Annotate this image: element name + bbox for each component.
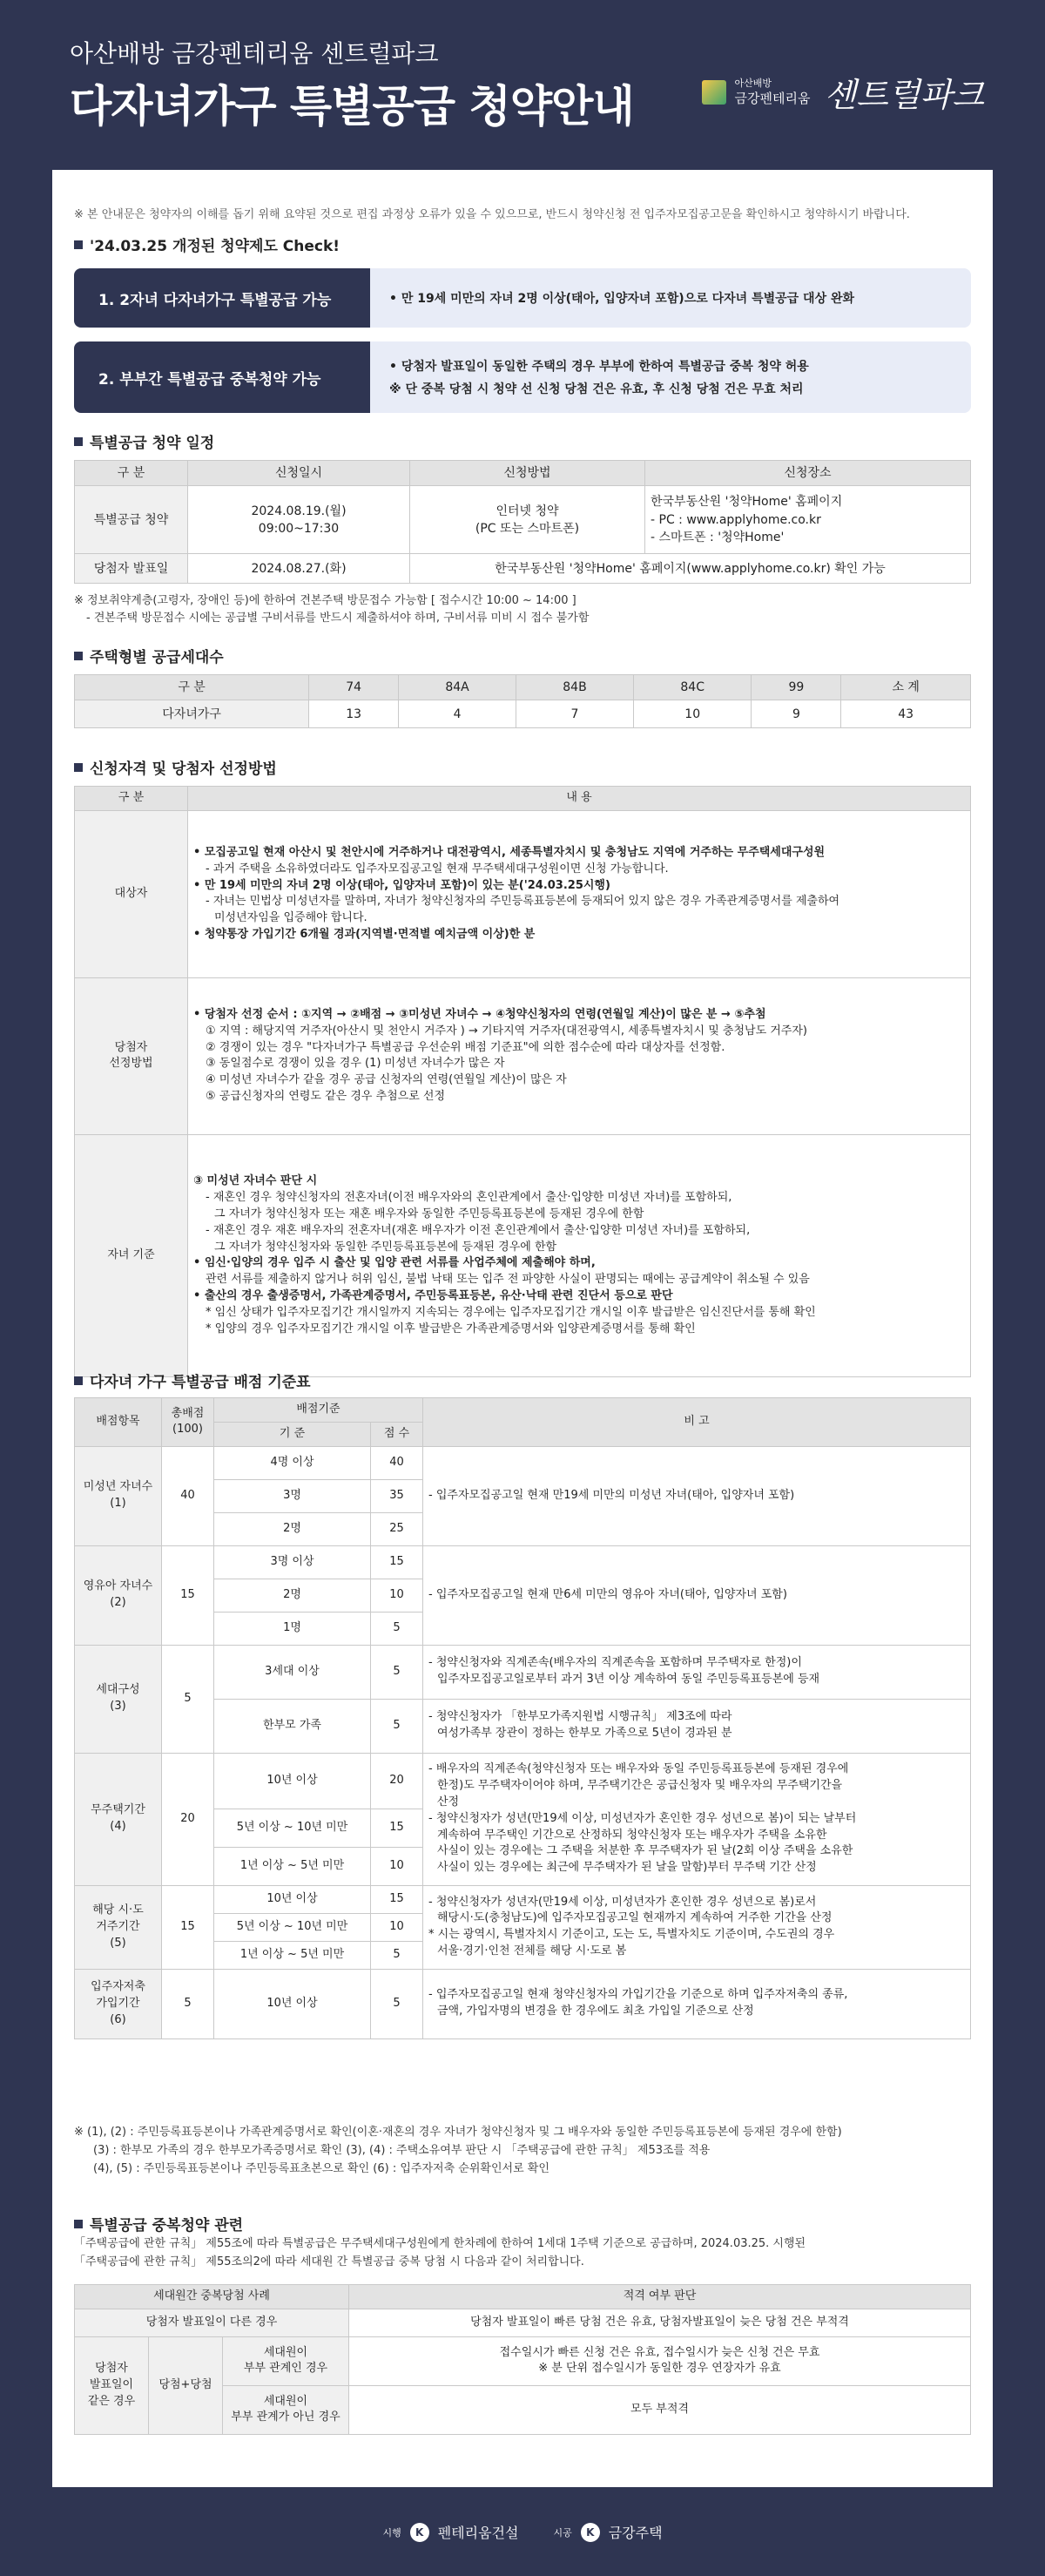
section-change: '24.03.25 개정된 청약제도 Check! [74, 233, 340, 255]
check-line: • 당첨자 발표일이 동일한 주택의 경우 부부에 한하여 특별공급 중복 청약 허용 [389, 360, 809, 374]
score-item: 영유아 자녀수 (2) [75, 1545, 162, 1645]
announce-date: 2024.08.27.(화) [188, 554, 410, 584]
brand-logo [702, 68, 985, 116]
section-marker-icon [74, 1376, 83, 1385]
schedule-table [74, 460, 971, 584]
score-item: 입주자저축 가입기간 (6) [75, 1969, 162, 2038]
score-item: 미성년 자녀수 (1) [75, 1446, 162, 1545]
score-table: 배점항목 총배점 (100) 배점기준 비 고 기 준 점 수 미성년 자녀수 (1) 40 4명 이상 40 - 입주자모집공고일 현재 만19세 미만의 미성년 자녀(태아, 입양자녀 포함) 3명 35 2명 25 영유아 자녀수 (2) 15 3명 이상 15 - 입주자모집공고일 현재 만6세 미만의 영유아 자녀(태아, 입양자녀 포함) 2명 10 1명 5 세대구성 (3) 5 3세대 이상 5 - 청약신청자와 직계존속(배우자의 직계존속을 포함하며 무주택자로 한정)이 입주자모집공고일로부터 과거 3년 이상 계속하여 동일 주민등록표등본에 등재 한부모 가족 5 - 청약신청자가 「한부모가족지원법 시행규칙」 제3조에 따라 여성가족부 장관이 정하는 한부모 가족으로 5년이 경과된 분 무주택기간 (4) 20 10년 이상 20 - 배우자의 직계존속(청약신청자 또는 배우자와 동일 주민등록표등본에 등재된 경우에 한정)도 무주택자이어야 하며, 무주택기간은 공급신청자 및 배우자의 무주택기간을 산정 - 청약신청자가 성년(만19세 이상, 미성년자가 혼인한 경우 성년으로 봄)이 되는 날부터 계속하여 무주택인 기간으로 산정하되 청약신청자 또는 배우자가 주택을 소유한 사실이 있는 경우에는 그 주택을 처분한 후 무주택자가 된 날(2회 이상 주택을 소유한 사실이 있는 경우에는 최근에 무주택자가 된 날을 말함)부터 무주택 기간 산정 5년 이상 ~ 10년 미만 15 1년 이상 ~ 5년 미만 10 해당 시·도 거주기간 (5) 15 10년 이상 15 - 청약신청자가 성년자(만19세 이상, 미성년자가 혼인한 경우 성년으로 봄)로서 해당시·도(충청남도)에 입주자모집공고일 현재까지 계속하여 거주한 기간을 산정 * 시는 광역시, 특별자치시 기준이고, 도는 도, 특별자치도 기준이며, 수도권의 경우 서울·경기·인천 전체를 해당 시·도로 봄 5년 이상 ~ 10년 미만 10 1년 이상 ~ 5년 미만 5 입주자저축 가입기간 (6) 5 10년 이상 5 - 입주자모집공고일 현재 청약신청자의 가입기간을 기준으로 하며 입주자저축의 종류, 금액, 가입자명의 변경을 한 경우에도 최초 가입일 기준으로 산정 [74, 1397, 971, 2039]
developer-name: 펜테리움건설 [437, 2525, 519, 2541]
score-notes: ※ (1), (2) : 주민등록표등본이나 가족관계증명서로 확인(이혼·재혼의 경우 자녀가 청약신청자 및 그 배우자와 동일한 주민등록표등본에 등재된 경우에 한함) (3) : 한부모 가족의 경우 한부모가족증명서로 확인 (3), (4) : 주택소유여부 판단 시 「주택공급에 관한 규칙」 제53조를 적용 (4), (5) : 주민등록표등본이나 주민등록표초본으로 확인 (6) : 입주자저축 순위확인서로 확인 [74, 2126, 842, 2175]
th: 구 분 [75, 461, 188, 486]
section-marker-icon [74, 2220, 83, 2228]
row-label: 대상자 [75, 810, 188, 977]
brand-mark-icon [702, 80, 726, 105]
brand-script: 센트럴파크 [824, 76, 984, 114]
target-content: • 모집공고일 현재 아산시 및 천안시에 거주하거나 대전광역시, 세종특별자치시 및 충청남도 지역에 거주하는 무주택세대구성원 - 과거 주택을 소유하였더라도 입주자모집공고일 현재 무주택세대구성원이면 신청 가능합니다. • 만 19세 미만의 자녀 2명 이상(태아, 입양자녀 포함)이 있는 분('24.03.25시행) - 자녀는 민법상 미성년자를 말하며, 자녀가 청약신청자의 주민등록표등본에 등재되어 있지 않은 경우 가족관계증명서를 제출하여 미성년자임을 입증해야 합니다. • 청약통장 가입기간 6개월 경과(지역별·면적별 예치금액 이상)한 분 [188, 810, 971, 977]
score-item: 무주택기간 (4) [75, 1753, 162, 1885]
section-marker-icon [74, 240, 83, 249]
score-item: 해당 시·도 거주기간 (5) [75, 1885, 162, 1969]
footer-credits: 시행 K 펜테리움건설 시공 K 금강주택 [0, 2522, 1045, 2542]
header-banner [0, 0, 1045, 166]
check-line: • 만 19세 미만의 자녀 2명 이상(태아, 입양자녀 포함)으로 다자녀 특별공급 대상 완화 [389, 292, 855, 306]
brand-small: 아산배방 [734, 77, 772, 89]
row-label: 당첨자 선정방법 [75, 977, 188, 1134]
check-line: ※ 단 중복 당첨 시 청약 선 신청 당첨 건은 유효, 후 신청 당첨 건은 무효 처리 [389, 382, 804, 396]
duplicate-table: 세대원간 중복당첨 사례 적격 여부 판단 당첨자 발표일이 다른 경우 당첨자 발표일이 빠른 당첨 건은 유효, 당첨자발표일이 늦은 당첨 건은 부적격 당첨자 발표일이 같은 경우 당첨+당첨 세대원이 부부 관계인 경우 접수일시가 빠른 신청 건은 유효, 접수일시가 늦은 신청 건은 무효 ※ 분 단위 접수일시가 동일한 경우 연장자가 유효 세대원이 부부 관계가 아닌 경우 모두 부적격 [74, 2284, 971, 2435]
section-qualification: 신청자격 및 당첨자 선정방법 [74, 756, 277, 778]
top-notice: ※ 본 안내문은 청약자의 이해를 돕기 위해 요약된 것으로 편집 과정상 오류가 있을 수 있으므로, 반드시 청약신청 전 입주자모집공고문을 확인하시고 청약하시기 바랍니다. [74, 208, 910, 221]
schedule-notes: ※ 정보취약계층(고령자, 장애인 등)에 한하여 견본주택 방문접수 가능함 [ 접수시간 10:00 ~ 14:00 ] - 견본주택 방문접수 시에는 공급별 구비서류를 반드시 제출하셔야 하며, 구비서류 미비 시 접수 불가함 [74, 594, 590, 625]
row-label: 특별공급 청약 [75, 486, 188, 554]
check-item-1 [74, 268, 971, 328]
th: 신청방법 [410, 461, 645, 486]
announce-info: 한국부동산원 '청약Home' 홈페이지(www.applyhome.co.kr) 확인 가능 [410, 554, 971, 584]
section-score: 다자녀 가구 특별공급 배점 기준표 [74, 1369, 311, 1391]
section-units: 주택형별 공급세대수 [74, 645, 224, 666]
section-marker-icon [74, 437, 83, 446]
header-subtitle: 아산배방 금강펜테리움 센트럴파크 [70, 39, 439, 68]
row-label: 자녀 기준 [75, 1134, 188, 1376]
section-marker-icon [74, 763, 83, 772]
selection-content: • 당첨자 선정 순서 : ①지역 → ②배점 → ③미성년 자녀수 → ④청약신청자의 연령(연월일 계산)이 많은 분 → ⑤추첨 ① 지역 : 해당지역 거주자(아산시 및 천안시 거주자 ) → 기타지역 거주자(대전광역시, 세종특별자치시 및 충청남도 거주자) ② 경쟁이 있는 경우 "다자녀가구 특별공급 우선순위 배점 기준표"에 의한 점수순에 따라 대상자를 선정함. ③ 동일점수로 경쟁이 있을 경우 (1) 미성년 자녀수가 많은 자 ④ 미성년 자녀수가 같을 경우 공급 신청자의 연령(연월일 계산)이 많은 자 ⑤ 공급신청자의 연령도 같은 경우 추첨으로 선정 [188, 977, 971, 1134]
qualification-table: 구 분 내 용 대상자 • 모집공고일 현재 아산시 및 천안시에 거주하거나 대전광역시, 세종특별자치시 및 충청남도 지역에 거주하는 무주택세대구성원 - 과거 주택을 소유하였더라도 입주자모집공고일 현재 무주택세대구성원이면 신청 가능합니다. • 만 19세 미만의 자녀 2명 이상(태아, 입양자녀 포함)이 있는 분('24.03.25시행) - 자녀는 민법상 미성년자를 말하며, 자녀가 청약신청자의 주민등록표등본에 등재되어 있지 않은 경우 가족관계증명서를 제출하여 미성년자임을 입증해야 합니다. • 청약통장 가입기간 6개월 경과(지역별·면적별 예치금액 이상)한 분 당첨자 선정방법 • 당첨자 선정 순서 : ①지역 → ②배점 → ③미성년 자녀수 → ④청약신청자의 연령(연월일 계산)이 많은 분 → ⑤추첨 ① 지역 : 해당지역 거주자(아산시 및 천안시 거주자 ) → 기타지역 거주자(대전광역시, 세종특별자치시 및 충청남도 거주자) ② 경쟁이 있는 경우 "다자녀가구 특별공급 우선순위 배점 기준표"에 의한 점수순에 따라 대상자를 선정함. ③ 동일점수로 경쟁이 있을 경우 (1) 미성년 자녀수가 많은 자 ④ 미성년 자녀수가 같을 경우 공급 신청자의 연령(연월일 계산)이 많은 자 ⑤ 공급신청자의 연령도 같은 경우 추첨으로 선정 자녀 기준 ③ 미성년 자녀수 판단 시 - 재혼인 경우 청약신청자의 전혼자녀(이전 배우자와의 혼인관계에서 출산·입양한 미성년 자녀)를 포함하되, 그 자녀가 청약신청자 또는 재혼 배우자와 동일한 주민등록표등본에 등재된 경우에 한함 - 재혼인 경우 재혼 배우자의 전혼자녀(재혼 배우자가 이전 혼인관계에서 출산·입양한 미성년 자녀)를 포함하되, 그 자녀가 청약신청자와 동일한 주민등록표등본에 등재된 경우에 한함 • 임신·입양의 경우 입주 시 출산 및 입양 관련 서류를 사업주체에 제출해야 하며, 관련 서류를 제출하지 않거나 허위 임신, 불법 낙태 또는 입주 전 파양한 사실이 판명되는 때에는 공급계약이 취소될 수 있음 • 출산의 경우 출생증명서, 가족관계증명서, 주민등록표등본, 유산·낙태 관련 진단서 등으로 판단 * 임신 상태가 입주자모집기간 개시일까지 지속되는 경우에는 입주자모집기간 개시일 이후 발급받은 임신진단서를 통해 확인 * 입양의 경우 입주자모집기간 개시일 이후 발급받은 가족관계증명서와 입양관계증명서를 통해 확인 [74, 786, 971, 1377]
apply-date: 2024.08.19.(월) 09:00~17:30 [188, 486, 410, 554]
child-content: ③ 미성년 자녀수 판단 시 - 재혼인 경우 청약신청자의 전혼자녀(이전 배우자와의 혼인관계에서 출산·입양한 미성년 자녀)를 포함하되, 그 자녀가 청약신청자 또는 재혼 배우자와 동일한 주민등록표등본에 등재된 경우에 한함 - 재혼인 경우 재혼 배우자의 전혼자녀(재혼 배우자가 이전 혼인관계에서 출산·입양한 미성년 자녀)를 포함하되, 그 자녀가 청약신청자와 동일한 주민등록표등본에 등재된 경우에 한함 • 임신·입양의 경우 입주 시 출산 및 입양 관련 서류를 사업주체에 제출해야 하며, 관련 서류를 제출하지 않거나 허위 임신, 불법 낙태 또는 입주 전 파양한 사실이 판명되는 때에는 공급계약이 취소될 수 있음 • 출산의 경우 출생증명서, 가족관계증명서, 주민등록표등본, 유산·낙태 관련 진단서 등으로 판단 * 임신 상태가 입주자모집기간 개시일까지 지속되는 경우에는 입주자모집기간 개시일 이후 발급받은 임신진단서를 통해 확인 * 입양의 경우 입주자모집기간 개시일 이후 발급받은 가족관계증명서와 입양관계증명서를 통해 확인 [188, 1134, 971, 1376]
developer-logo-icon: K [410, 2523, 429, 2542]
row-label: 당첨자 발표일 [75, 554, 188, 584]
th: 신청장소 [645, 461, 971, 486]
page-title: 다자녀가구 특별공급 청약안내 [70, 81, 634, 132]
builder-logo-icon: K [581, 2523, 600, 2542]
apply-method: 인터넷 청약 (PC 또는 스마트폰) [410, 486, 645, 554]
score-item: 세대구성 (3) [75, 1645, 162, 1753]
builder-name: 금강주택 [608, 2525, 663, 2541]
check-label: 1. 2자녀 다자녀가구 특별공급 가능 [74, 268, 370, 328]
section-schedule: 특별공급 청약 일정 [74, 430, 214, 452]
brand-name: 금강펜테리움 [734, 90, 811, 106]
units-table: 구 분 74 84A 84B 84C 99 소 계 다자녀가구 13 4 7 10 9 43 [74, 674, 971, 728]
section-marker-icon [74, 652, 83, 660]
check-label: 2. 부부간 특별공급 중복청약 가능 [74, 341, 370, 413]
apply-place: 한국부동산원 '청약Home' 홈페이지 - PC : www.applyhome.co.kr - 스마트폰 : '청약Home' [645, 486, 971, 554]
check-item-2 [74, 341, 971, 413]
duplicate-intro: 「주택공급에 관한 규칙」 제55조에 따라 특별공급은 무주택세대구성원에게 한차례에 한하여 1세대 1주택 기준으로 공급하며, 2024.03.25. 시행된 「주택공급에 관한 규칙」 제55조의2에 따라 세대원 간 특별공급 중복 당첨 시 다음과 같이 처리합니다. [74, 2237, 806, 2268]
th: 신청일시 [188, 461, 410, 486]
section-duplicate: 특별공급 중복청약 관련 [74, 2213, 243, 2235]
